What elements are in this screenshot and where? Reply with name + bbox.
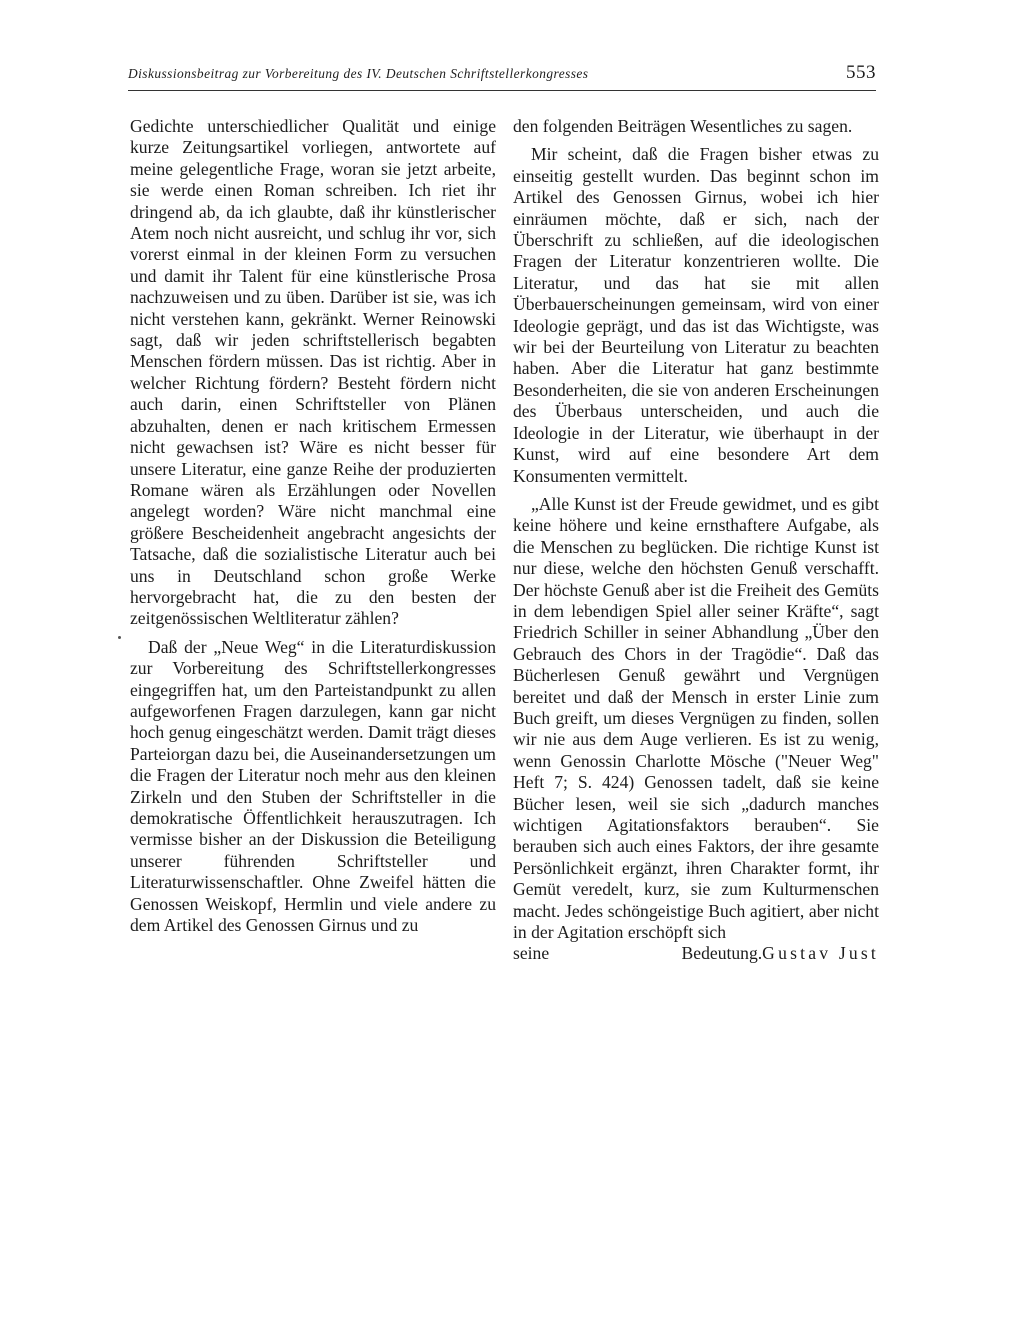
paragraph-end: seine Bedeutung.	[513, 943, 763, 964]
running-head	[128, 62, 880, 88]
paragraph: Mir scheint, daß die Fragen bisher etwas zu einseitig gestellt wurden. Das beginnt schon im Artikel des Genossen Girnus, wobei ich hier einräumen möchte, daß er sich, nach der Überschrift zu schließen, auf die ideologischen Fragen der Literatur konzentrieren wollte. Die Literatur, und das hat sie mit allen Überbauerscheinungen gemeinsam, wird von einer Ideologie geprägt, und das ist das Wichtigste, was wir bei der Beurteilung von Literatur zu beachten haben. Aber die Literatur hat ganz bestimmte Besonderheiten, die sie von anderen Erscheinungen des Überbaus unterscheiden, und auch die Ideologie in der Literatur, wie überhaupt in der Kunst, wird auf eine besondere Art dem Konsumenten vermittelt.	[513, 144, 879, 486]
page-number: 553	[846, 62, 876, 83]
signature-line	[513, 943, 879, 964]
right-column	[513, 116, 879, 965]
margin-mark	[118, 636, 121, 639]
paragraph: Gedichte unterschiedlicher Qualität und einige kurze Zeitungsartikel vorliegen, antwortete auf meine gelegentliche Frage, woran sie jetzt arbeite, sie werde einen Roman schreiben. Ich riet ihr dringend ab, da ich glaubte, daß ihr künstlerischer Atem noch nicht ausreicht, und schlug ihr vor, sich vorerst einmal in der kleinen Form zu versuchen und damit ihr Talent für eine künstlerische Prosa nachzuweisen und zu üben. Darüber ist sie, was ich nicht verstehen kann, gekränkt. Werner Reinowski sagt, daß wir jeden schriftstellerisch begabten Menschen fördern müssen. Das ist richtig. Aber in welcher Richtung fördern? Besteht fördern nicht auch darin, einen Schriftsteller von Plänen abzuhalten, denen er nach kritischem Ermessen nicht gewachsen ist? Wäre es nicht besser für unsere Literatur, eine ganze Reihe der produzierten Romane wären als Erzählungen oder Novellen angelegt worden? Wäre nicht manchmal eine größere Bescheidenheit angebracht angesichts der Tatsache, daß die sozialistische Literatur auch bei uns in Deutschland schon große Werke hervorgebracht hat, die zu den besten der zeitgenössischen Weltliteratur zählen?	[130, 116, 496, 629]
left-column	[130, 116, 496, 936]
paragraph: den folgenden Beiträgen Wesentliches zu sagen.	[513, 116, 853, 136]
author-signature: Gustav Just	[762, 943, 879, 964]
running-title: Diskussionsbeitrag zur Vorbereitung des IV. Deutschen Schriftstellerkongresses	[128, 66, 589, 81]
header-rule	[128, 90, 876, 91]
paragraph: „Alle Kunst ist der Freude gewidmet, und es gibt keine höhere und keine ernsthaftere Aufgabe, als die Menschen zu beglücken. Die richtige Kunst ist nur diese, welche den höchsten Genuß verschafft. Der höchste Genuß aber ist die Freiheit des Gemüts in dem lebendigen Spiel aller seiner Kräfte“, sagt Friedrich Schiller in seiner Abhandlung „Über den Gebrauch des Chors in der Tragödie“. Daß das Bücherlesen Genuß gewährt und Vergnügen bereitet und daß der Mensch in erster Linie zum Buch greift, um dieses Vergnügen zu finden, sollen wir nie aus dem Auge verlieren. Es ist zu wenig, wenn Genossin Charlotte Mösche ("Neuer Weg" Heft 7; S. 424) Genossen tadelt, daß sie keine Bücher lesen, weil sie sich „dadurch manches wichtigen Agitationsfaktors berauben“. Sie berauben sich auch eines Faktors, der ihre gesamte Persönlichkeit ergänzt, ihren Charakter formt, ihr Gemüt veredelt, kurz, sie zum Kulturmenschen macht. Jedes schöngeistige Buch agitiert, aber nicht in der Agitation erschöpft sich	[513, 493, 879, 943]
paragraph: Daß der „Neue Weg“ in die Literaturdiskussion zur Vorbereitung des Schriftstellerkongresses eingegriffen hat, um den Parteistandpunkt zu allen aufgeworfenen Fragen darzulegen, kann gar nicht hoch genug eingeschätzt werden. Damit trägt dieses Parteiorgan dazu bei, die Auseinandersetzungen um die Fragen der Literatur noch mehr aus den kleinen Zirkeln und den Stuben der Schriftsteller in die demokratische Öffentlichkeit herauszutragen. Ich vermisse bisher an der Diskussion die Beteiligung unserer führenden Schriftsteller und Literaturwissenschaftler. Ohne Zweifel hätten die Genossen Weiskopf, Hermlin und viele andere zu dem Artikel des Genossen Girnus und zu	[130, 636, 496, 936]
